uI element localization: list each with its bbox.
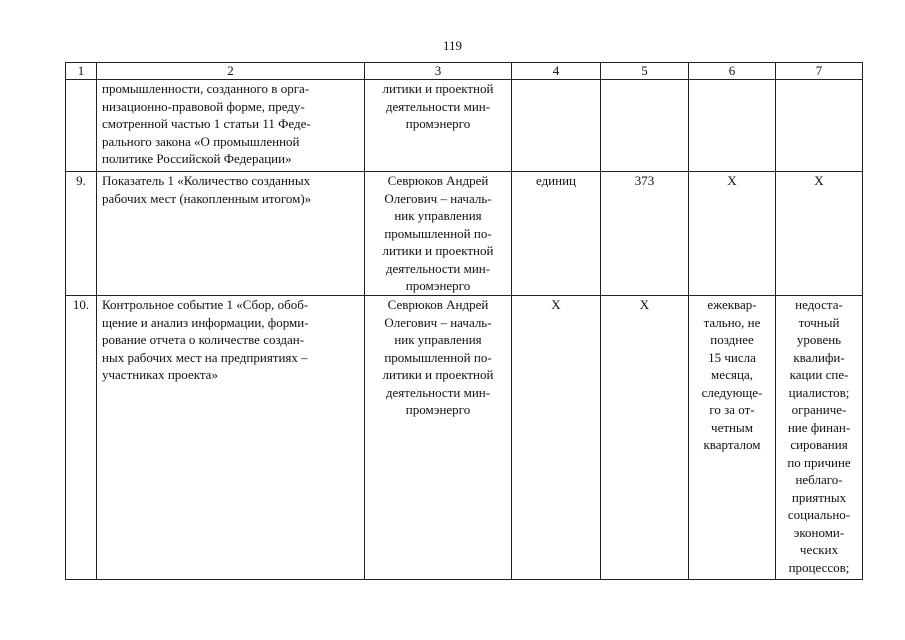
column-number-7: 7 [776, 63, 863, 80]
risks-cell: недоста- точный уровень квалифи- кации спе- циалистов; ограниче- ние финан- сирования по причине неблаго- приятных социально- экономи- ческих процессов; [776, 296, 863, 580]
value-cell [601, 80, 689, 172]
column-number-5: 5 [601, 63, 689, 80]
page-number: 119 [442, 38, 463, 53]
column-number-6: 6 [689, 63, 776, 80]
responsible-person: Севрюков Андрей Олегович – началь- ник управления промышленной по- литики и проектной деятельности мин- промэнерго [365, 296, 512, 580]
deadline-cell: Х [689, 172, 776, 296]
column-number-1: 1 [66, 63, 97, 80]
deadline-cell [689, 80, 776, 172]
row-number: 10. [66, 296, 97, 580]
column-number-4: 4 [512, 63, 601, 80]
table-header-row [66, 63, 863, 80]
risks-cell [776, 80, 863, 172]
table-row [66, 172, 863, 296]
table-row [66, 296, 863, 580]
unit-cell: единиц [512, 172, 601, 296]
responsible-person: литики и проектной деятельности мин- промэнерго [365, 80, 512, 172]
table-row [66, 80, 863, 172]
column-number-3: 3 [365, 63, 512, 80]
column-number-2: 2 [97, 63, 365, 80]
item-name: Показатель 1 «Количество созданных рабочих мест (накопленным итогом)» [97, 172, 365, 296]
deadline-cell: ежеквар- тально, не позднее 15 числа месяца, следующе- го за от- четным кварталом [689, 296, 776, 580]
value-cell: Х [601, 296, 689, 580]
unit-cell [512, 80, 601, 172]
unit-cell: Х [512, 296, 601, 580]
risks-cell: Х [776, 172, 863, 296]
item-name: промышленности, созданного в орга- низационно-правовой форме, преду- смотренной частью 1 статьи 11 Феде- рального закона «О промышленной политике Российской Федерации» [97, 80, 365, 172]
value-cell: 373 [601, 172, 689, 296]
item-name: Контрольное событие 1 «Сбор, обоб- щение и анализ информации, форми- рование отчета о количестве создан- ных рабочих мест на предприятиях – участниках проекта» [97, 296, 365, 580]
indicators-table [65, 62, 863, 580]
row-number [66, 80, 97, 172]
row-number: 9. [66, 172, 97, 296]
responsible-person: Севрюков Андрей Олегович – началь- ник управления промышленной по- литики и проектной деятельности мин- промэнерго [365, 172, 512, 296]
